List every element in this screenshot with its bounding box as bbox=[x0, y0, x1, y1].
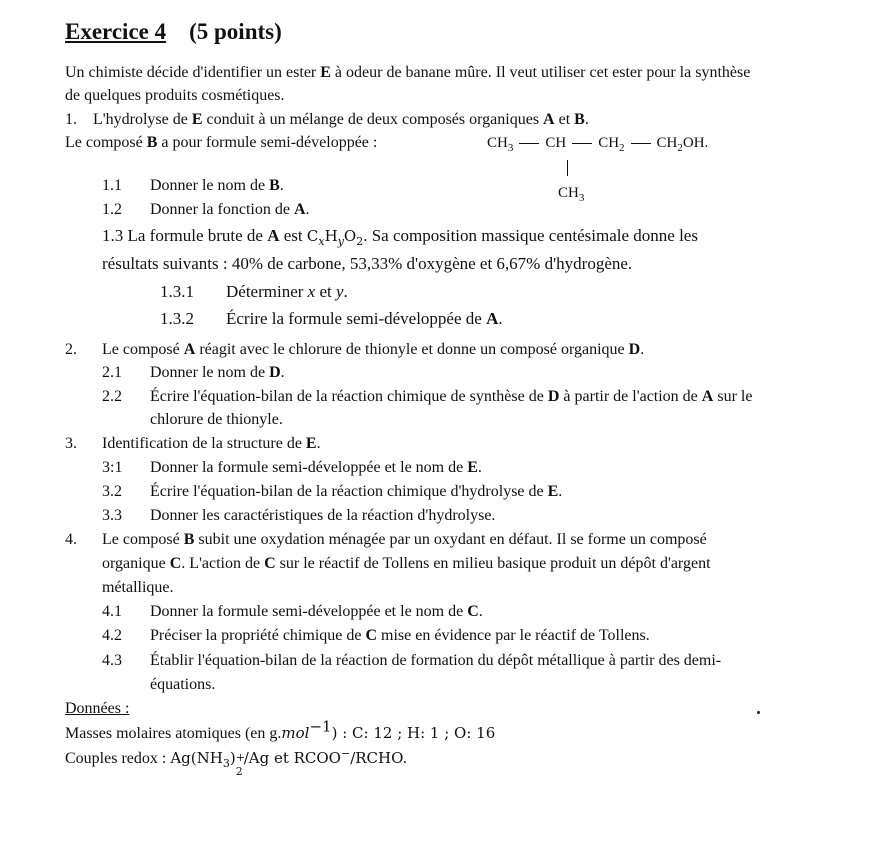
intro-text-end: à odeur de banane mûre. Il veut utiliser cet ester pour la synthèse bbox=[330, 64, 751, 81]
branch-bond bbox=[567, 160, 568, 176]
masses-values: ) : C: 12 ; H: 1 ; O: 16 bbox=[331, 724, 496, 742]
q2-2-bold: A bbox=[701, 388, 714, 405]
bond bbox=[572, 143, 592, 144]
q4-1-number: 4.1 bbox=[102, 603, 122, 620]
question-4-2 bbox=[102, 626, 650, 646]
question-1-2 bbox=[102, 200, 310, 220]
q1-3-1-text: Déterminer bbox=[226, 282, 308, 301]
formula-b bbox=[487, 134, 708, 152]
q1-2-bold: A bbox=[293, 201, 306, 218]
q1-text: . bbox=[584, 111, 589, 128]
formula-ch: CH bbox=[545, 135, 567, 151]
q1-1-text: Donner le nom de bbox=[150, 177, 270, 194]
q3-2-bold: E bbox=[547, 483, 559, 500]
question-3 bbox=[65, 434, 321, 454]
q1-3-2-text: Écrire la formule semi-développée de bbox=[226, 309, 487, 328]
question-4 bbox=[65, 530, 707, 550]
formula-intro-text: a pour formule semi-développée : bbox=[157, 134, 378, 151]
q2-2-bold: D bbox=[547, 388, 560, 405]
exercise-title bbox=[65, 18, 282, 46]
q2-text: . bbox=[640, 341, 645, 358]
masses-text: Masses molaires atomiques (en g. bbox=[65, 725, 282, 742]
q3-2-end: . bbox=[558, 483, 563, 500]
question-1-3-2 bbox=[160, 308, 503, 330]
q1-1-end: . bbox=[279, 177, 284, 194]
q1-3-1-text: et bbox=[315, 282, 336, 301]
q1-1-bold: B bbox=[269, 177, 280, 194]
question-4-number: 4. bbox=[65, 531, 77, 548]
q4-3-text: Établir l'équation-bilan de la réaction de formation du dépôt métallique à partir des demi- bbox=[150, 652, 722, 669]
q2-1-bold: D bbox=[269, 364, 281, 381]
q1-3-2-number: 1.3.2 bbox=[160, 309, 194, 328]
exercise-number: Exercice 4 bbox=[65, 19, 167, 44]
question-1-1 bbox=[102, 176, 284, 196]
q4-text: subit une oxydation ménagée par un oxydant en défaut. Il se forme un composé bbox=[194, 531, 707, 548]
masses-exponent: −1 bbox=[309, 717, 332, 736]
q2-text: Le composé bbox=[102, 341, 184, 358]
brute-formula: $C_xH_yO_2$ bbox=[306, 227, 364, 248]
q2-2-text: à partir de l'action de bbox=[559, 388, 702, 405]
var-x: x bbox=[307, 282, 316, 301]
q3-2-number: 3.2 bbox=[102, 483, 122, 500]
q3-1-end: . bbox=[477, 459, 482, 476]
q4-1-bold: C bbox=[467, 603, 479, 620]
q4-2-text: Préciser la propriété chimique de bbox=[150, 627, 366, 644]
question-4-line-3: métallique. bbox=[102, 579, 174, 596]
question-2-2-line-2: chlorure de thionyle. bbox=[150, 411, 283, 428]
intro-text: Un chimiste décide d'identifier un ester bbox=[65, 64, 321, 81]
q2-1-end: . bbox=[280, 364, 285, 381]
question-1-3 bbox=[102, 225, 698, 247]
q1-text: et bbox=[554, 111, 575, 128]
formula-ch2oh: $CH_2OH$. bbox=[656, 135, 709, 154]
q3-1-text: Donner la formule semi-développée et le nom de bbox=[150, 459, 468, 476]
speck bbox=[757, 711, 760, 714]
q1-3-text: . Sa composition massique centésimale donne les bbox=[363, 226, 698, 245]
q2-1-text: Donner le nom de bbox=[150, 364, 270, 381]
q3-text: Identification de la structure de bbox=[102, 435, 306, 452]
q2-bold: D bbox=[628, 341, 641, 358]
q4-1-text: Donner la formule semi-développée et le nom de bbox=[150, 603, 468, 620]
question-1-3-line-2: résultats suivants : 40% de carbone, 53,33% d'oxygène et 6,67% d'hydrogène. bbox=[102, 254, 633, 273]
bond bbox=[631, 143, 651, 144]
q1-bold: B bbox=[574, 111, 585, 128]
bond bbox=[519, 143, 539, 144]
q4-bold: C bbox=[169, 555, 182, 572]
q2-1-number: 2.1 bbox=[102, 364, 122, 381]
intro-line-1 bbox=[65, 63, 750, 83]
q4-text: . L'action de bbox=[181, 555, 265, 572]
q1-2-text: Donner la fonction de bbox=[150, 201, 294, 218]
question-4-3 bbox=[102, 651, 721, 671]
formula-branch-ch3: $CH_3$ bbox=[558, 185, 585, 204]
q4-2-number: 4.2 bbox=[102, 627, 122, 644]
q4-2-text: mise en évidence par le réactif de Tollens. bbox=[377, 627, 650, 644]
question-2 bbox=[65, 340, 644, 360]
q4-text: Le composé bbox=[102, 531, 184, 548]
q4-bold: C bbox=[264, 555, 276, 572]
couples-redox bbox=[65, 747, 408, 778]
question-1 bbox=[65, 110, 589, 130]
intro-line-2: de quelques produits cosmétiques. bbox=[65, 87, 285, 104]
q1-3-1-number: 1.3.1 bbox=[160, 282, 194, 301]
formula-intro bbox=[65, 133, 377, 153]
q3-end: . bbox=[316, 435, 321, 452]
q1-2-end: . bbox=[305, 201, 310, 218]
q2-2-number: 2.2 bbox=[102, 388, 122, 405]
q3-1-bold: E bbox=[467, 459, 478, 476]
masses-molaires bbox=[65, 717, 496, 744]
formula-ch3: $CH_3$ bbox=[487, 135, 514, 154]
q2-2-text: Écrire l'équation-bilan de la réaction chimique de synthèse de bbox=[150, 388, 548, 405]
q1-3-2-end: . bbox=[498, 309, 503, 328]
q1-text: L'hydrolyse de bbox=[93, 111, 192, 128]
q1-bold: E bbox=[191, 111, 203, 128]
q1-3-2-bold: A bbox=[486, 309, 499, 328]
question-2-1 bbox=[102, 363, 285, 383]
var-y: y bbox=[335, 282, 344, 301]
q1-3-text: 1.3 La formule brute de bbox=[102, 226, 268, 245]
question-3-3 bbox=[102, 506, 495, 526]
question-1-number: 1. bbox=[65, 111, 77, 128]
q1-text: conduit à un mélange de deux composés organiques bbox=[202, 111, 544, 128]
question-1-3-1 bbox=[160, 281, 348, 303]
donnees-heading: Données : bbox=[65, 700, 130, 717]
question-2-number: 2. bbox=[65, 341, 77, 358]
q3-3-text: Donner les caractéristiques de la réaction d'hydrolyse. bbox=[150, 507, 496, 524]
intro-bold-e: E bbox=[320, 64, 331, 81]
q2-2-text: sur le bbox=[713, 388, 753, 405]
exercise-points: (5 points) bbox=[189, 19, 282, 44]
masses-unit: mol bbox=[281, 724, 310, 742]
q1-3-1-end: . bbox=[343, 282, 348, 301]
q2-bold: A bbox=[183, 341, 196, 358]
q1-bold: A bbox=[543, 111, 555, 128]
redox-label: Couples redox : bbox=[65, 750, 171, 767]
question-3-1 bbox=[102, 458, 482, 478]
q4-3-number: 4.3 bbox=[102, 652, 122, 669]
formula-intro-text: Le composé bbox=[65, 134, 147, 151]
q4-2-bold: C bbox=[365, 627, 378, 644]
formula-ch2: $CH_2$ bbox=[598, 135, 625, 154]
question-4-3-line-2: équations. bbox=[150, 676, 216, 693]
q3-bold: E bbox=[305, 435, 317, 452]
q4-bold: B bbox=[183, 531, 195, 548]
question-2-2 bbox=[102, 387, 752, 407]
q2-text: réagit avec le chlorure de thionyle et donne un composé organique bbox=[195, 341, 629, 358]
question-3-2 bbox=[102, 482, 562, 502]
q1-3-bold: A bbox=[267, 226, 280, 245]
q3-3-number: 3.3 bbox=[102, 507, 122, 524]
q3-1-number: 3:1 bbox=[102, 459, 123, 476]
question-4-line-2 bbox=[102, 554, 711, 574]
redox-couples: $Ag(NH_3)$ + 2 /Ag et RCOO−/RCHO. bbox=[170, 747, 408, 778]
formula-intro-bold: B bbox=[146, 134, 158, 151]
q1-2-number: 1.2 bbox=[102, 201, 122, 218]
q1-3-text: est bbox=[279, 226, 307, 245]
q4-1-end: . bbox=[478, 603, 483, 620]
q4-text: sur le réactif de Tollens en milieu basique produit un dépôt d'argent bbox=[275, 555, 711, 572]
question-4-1 bbox=[102, 602, 483, 622]
q4-text: organique bbox=[102, 555, 170, 572]
q1-1-number: 1.1 bbox=[102, 177, 122, 194]
question-3-number: 3. bbox=[65, 435, 77, 452]
q3-2-text: Écrire l'équation-bilan de la réaction chimique d'hydrolyse de bbox=[150, 483, 548, 500]
